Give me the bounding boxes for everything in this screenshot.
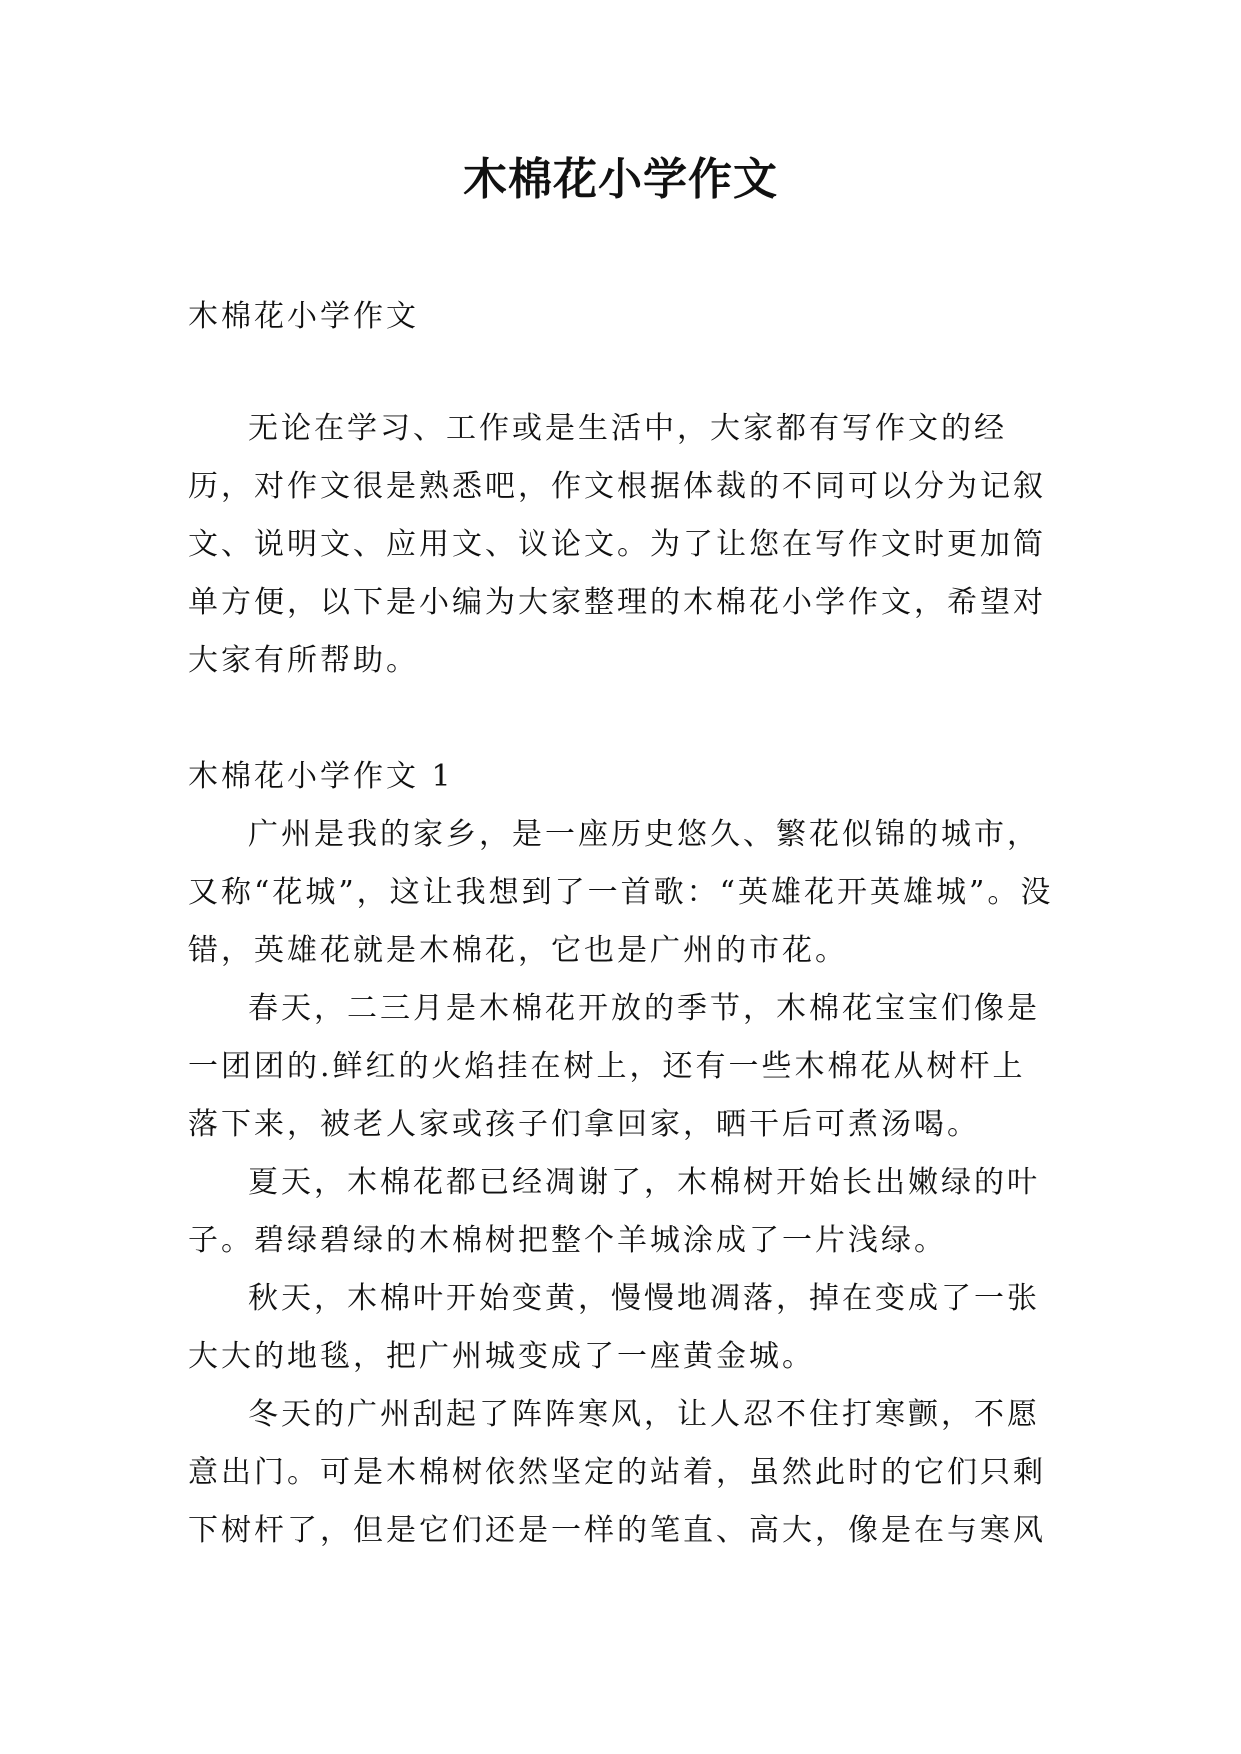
intro-paragraph: 无论在学习、工作或是生活中，大家都有写作文的经历，对作文很是熟悉吧，作文根据体裁的不同可以分为记叙文、说明文、应用文、议论文。为了让您在写作文时更加简单方便，以下是小编为大家整理的木棉花小学作文，希望对大家有所帮助。: [188, 411, 1046, 678]
essay-paragraph: 秋天，木棉叶开始变黄，慢慢地凋落，掉在变成了一张大大的地毯，把广州城变成了一座黄金城。: [188, 1281, 1040, 1374]
essay-paragraph: 广州是我的家乡，是一座历史悠久、繁花似锦的城市，又称“花城”，这让我想到了一首歌：“英雄花开英雄城”。没错，英雄花就是木棉花，它也是广州的市花。: [188, 817, 1054, 968]
page-title: 木棉花小学作文: [463, 154, 778, 205]
essay-paragraph: 夏天，木棉花都已经凋谢了，木棉树开始长出嫩绿的叶子。碧绿碧绿的木棉树把整个羊城涂成了一片浅绿。: [188, 1165, 1040, 1258]
essay-paragraph: 春天，二三月是木棉花开放的季节，木棉花宝宝们像是一团团的.鲜红的火焰挂在树上，还有一些木棉花从树杆上落下来，被老人家或孩子们拿回家，晒干后可煮汤喝。: [188, 991, 1040, 1142]
essay-paragraph: 冬天的广州刮起了阵阵寒风，让人忍不住打寒颤，不愿意出门。可是木棉树依然坚定的站着，虽然此时的它们只剩下树杆了，但是它们还是一样的笔直、高大，像是在与寒风: [188, 1397, 1046, 1548]
document-subtitle: 木棉花小学作文: [188, 299, 419, 334]
essay-section: [188, 748, 1058, 1560]
section-heading: 木棉花小学作文 1: [188, 759, 454, 794]
